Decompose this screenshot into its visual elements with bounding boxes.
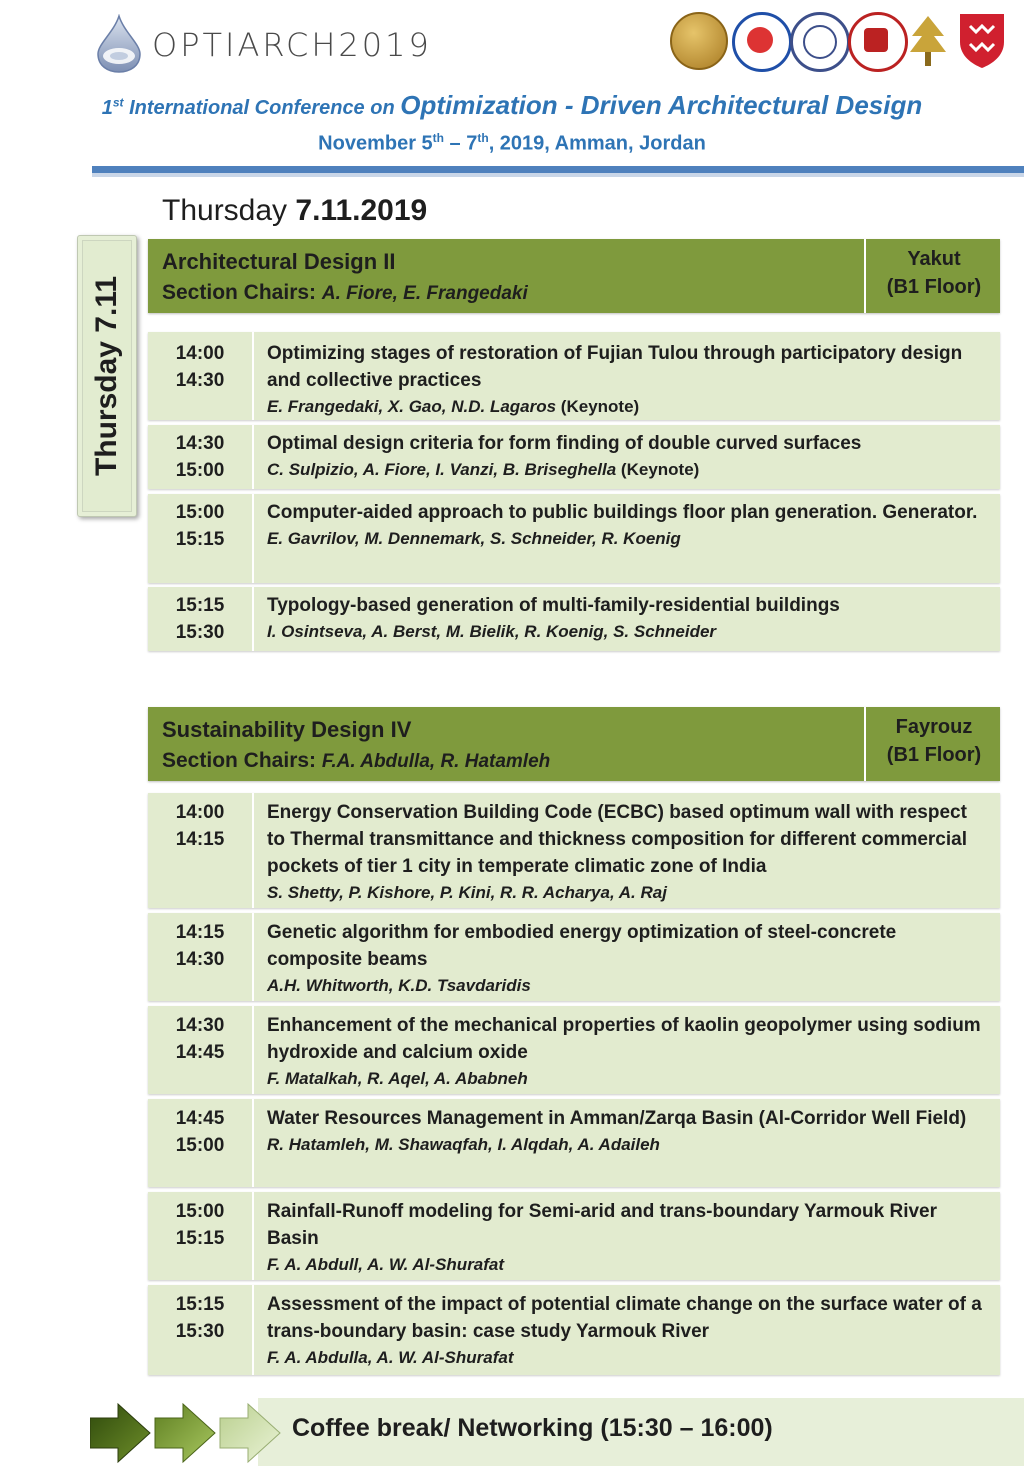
talk-title: Rainfall-Runoff modeling for Semi-arid and trans-boundary Yarmouk River Basin (267, 1201, 938, 1249)
talk-body (267, 919, 988, 999)
talk-end-time: 14:30 (175, 370, 225, 391)
chairs-label: Section Chairs: (162, 281, 322, 304)
talk-note: (Keynote) (556, 397, 640, 416)
talk-title: Typology-based generation of multi-family-residential buildings (267, 595, 840, 616)
room-name: Yakut (907, 248, 961, 270)
talk-body (267, 1291, 988, 1371)
talk-title: Enhancement of the mechanical properties of kaolin geopolymer using sodium hydroxide and calcium oxide (267, 1015, 981, 1063)
chairs-names: A. Fiore, E. Frangedaki (321, 283, 528, 304)
talk-time (148, 494, 254, 583)
talk-body (267, 799, 988, 906)
day-side-tab (77, 235, 137, 517)
title-ordinal: 1 (101, 97, 113, 119)
authors-names: F. Matalkah, R. Aqel, A. Ababneh (267, 1069, 528, 1088)
talk-authors (267, 1252, 988, 1278)
talk-note: (Keynote) (616, 460, 700, 479)
talk-row (148, 425, 1000, 489)
session-chairs (162, 749, 550, 773)
talk-time (148, 332, 254, 420)
fuzhou-university-seal-icon (848, 12, 908, 72)
talk-row (148, 587, 1000, 651)
talk-body (267, 340, 988, 420)
talk-time (148, 913, 254, 1001)
medal-emblem-icon (670, 12, 728, 70)
talk-body (267, 1012, 988, 1092)
talk-start-time: 14:45 (175, 1108, 225, 1129)
session-name: Architectural Design II (162, 249, 396, 274)
talk-end-time: 14:15 (175, 829, 225, 850)
talk-end-time: 15:00 (175, 460, 225, 481)
polytechnic-seal-icon (790, 12, 850, 72)
talk-body (267, 430, 988, 483)
talk-time (148, 793, 254, 908)
authors-names: A.H. Whitworth, K.D. Tsavdaridis (267, 976, 531, 995)
chevron-arrows-icon (90, 1400, 290, 1466)
talk-end-time: 14:45 (175, 1042, 225, 1063)
room-name: Fayrouz (895, 716, 973, 738)
authors-names: C. Sulpizio, A. Fiore, I. Vanzi, B. Briseghella (267, 460, 617, 479)
water-drop-icon (92, 14, 152, 74)
talk-title: Optimizing stages of restoration of Fujian Tulou through participatory design and collective practices (267, 343, 963, 391)
talk-time (148, 1285, 254, 1375)
dates-part: – 7 (444, 132, 478, 155)
talk-title: Computer-aided approach to public buildings floor plan generation. Generator. (267, 502, 978, 523)
logo-wordmark: OPTIARCH2019 (152, 26, 432, 64)
talk-start-time: 15:00 (175, 1201, 225, 1222)
header-divider (92, 166, 1024, 173)
talk-body (267, 1105, 988, 1158)
talk-time (148, 587, 254, 651)
talk-authors (267, 880, 988, 906)
day-date: 7.11.2019 (295, 194, 428, 227)
talk-body (267, 499, 988, 552)
talk-authors (267, 526, 988, 552)
talk-start-time: 15:15 (175, 1294, 225, 1315)
talk-start-time: 14:30 (175, 433, 225, 454)
session-room (864, 707, 1002, 781)
title-prefix: International Conference on (123, 97, 401, 119)
talk-row (148, 1099, 1000, 1187)
session-title-cell (148, 707, 862, 781)
talk-body (267, 592, 988, 645)
talk-authors (267, 394, 988, 420)
tree-emblem-icon (904, 10, 952, 70)
talk-end-time: 15:15 (175, 1228, 225, 1249)
coffee-break-label: Coffee break/ Networking (15:30 – 16:00) (292, 1414, 773, 1442)
authors-names: I. Osintseva, A. Berst, M. Bielik, R. Koenig, S. Schneider (267, 622, 717, 641)
mcgill-shield-icon (956, 10, 1008, 70)
talk-time (148, 425, 254, 489)
talk-body (267, 1198, 988, 1278)
talk-row (148, 1006, 1000, 1094)
talk-row (148, 494, 1000, 583)
header-divider-shadow (92, 173, 1024, 177)
talk-authors (267, 1132, 988, 1158)
chairs-label: Section Chairs: (162, 749, 322, 772)
talk-authors (267, 1345, 988, 1371)
dates-part: November 5 (318, 132, 433, 155)
optiarch-logo (92, 14, 432, 84)
authors-names: S. Shetty, P. Kishore, P. Kini, R. R. Acharya, A. Raj (267, 883, 667, 902)
room-floor: (B1 Floor) (886, 744, 982, 766)
talk-end-time: 15:15 (175, 529, 225, 550)
talk-end-time: 15:30 (175, 622, 225, 643)
talk-title: Assessment of the impact of potential climate change on the surface water of a trans-boundary basin: case study Yarmouk River (267, 1294, 982, 1342)
talk-title: Genetic algorithm for embodied energy optimization of steel-concrete composite beams (267, 922, 897, 970)
talk-authors (267, 973, 988, 999)
dates-suffix: th (432, 131, 444, 145)
dates-suffix: th (477, 131, 489, 145)
talk-row (148, 332, 1000, 420)
authors-names: E. Gavrilov, M. Dennemark, S. Schneider, R. Koenig (267, 529, 681, 548)
session-title-cell (148, 239, 862, 313)
talk-time (148, 1006, 254, 1094)
talk-title: Optimal design criteria for form finding of double curved surfaces (267, 433, 862, 454)
talk-row (148, 1285, 1000, 1375)
talk-authors (267, 619, 988, 645)
talk-title: Energy Conservation Building Code (ECBC) based optimum wall with respect to Thermal transmittance and thickness composition for different commercial pockets of tier 1 city in temperate climatic zone of India (267, 802, 967, 877)
session-chairs (162, 281, 528, 305)
title-main: Optimization - Driven Architectural Design (400, 90, 923, 120)
talk-row (148, 913, 1000, 1001)
authors-names: F. A. Abdulla, A. W. Al-Shurafat (267, 1348, 514, 1367)
session-name: Sustainability Design IV (162, 717, 412, 742)
chairs-names: F.A. Abdulla, R. Hatamleh (321, 751, 551, 772)
room-floor: (B1 Floor) (886, 276, 982, 298)
talk-start-time: 14:00 (175, 343, 225, 364)
talk-authors (267, 457, 988, 483)
talk-authors (267, 1066, 988, 1092)
partner-logos (668, 10, 1008, 72)
authors-names: E. Frangedaki, X. Gao, N.D. Lagaros (267, 397, 557, 416)
university-seal-icon (732, 12, 792, 72)
talk-row (148, 1192, 1000, 1280)
authors-names: F. A. Abdull, A. W. Al-Shurafat (267, 1255, 505, 1274)
talk-start-time: 15:15 (175, 595, 225, 616)
talk-start-time: 14:15 (175, 922, 225, 943)
talk-time (148, 1099, 254, 1187)
talk-time (148, 1192, 254, 1280)
day-name: Thursday (162, 194, 296, 227)
session-header (148, 239, 1000, 313)
title-ordinal-suffix: st (112, 95, 124, 110)
talk-start-time: 14:00 (175, 802, 225, 823)
talk-title: Water Resources Management in Amman/Zarqa Basin (Al-Corridor Well Field) (267, 1108, 967, 1129)
authors-names: R. Hatamleh, M. Shawaqfah, I. Alqdah, A. Adaileh (267, 1135, 660, 1154)
conference-title (0, 90, 1024, 121)
talk-end-time: 15:30 (175, 1321, 225, 1342)
talk-end-time: 15:00 (175, 1135, 225, 1156)
talk-start-time: 15:00 (175, 502, 225, 523)
talk-row (148, 793, 1000, 908)
session-header (148, 707, 1000, 781)
session-room (864, 239, 1002, 313)
conference-dates (0, 131, 1024, 156)
dates-part: , 2019, Amman, Jordan (488, 132, 706, 155)
talk-start-time: 14:30 (175, 1015, 225, 1036)
side-tab-label: Thursday 7.11 (90, 275, 123, 477)
talk-end-time: 14:30 (175, 949, 225, 970)
day-heading (162, 194, 427, 228)
